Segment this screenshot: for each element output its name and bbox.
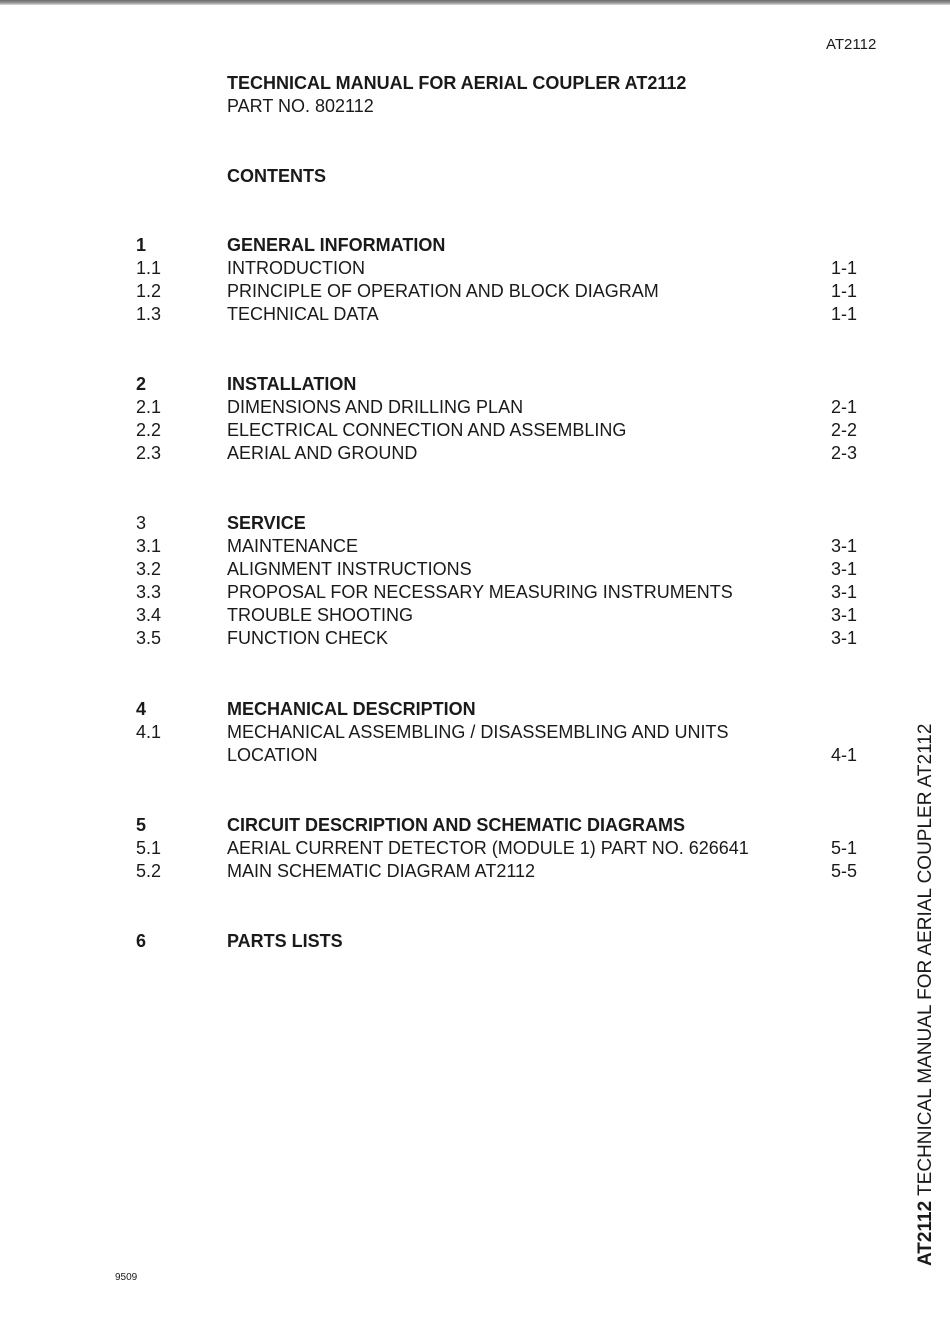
entry-number: 3.4	[136, 605, 162, 625]
entry-page: 3-1	[831, 582, 858, 602]
entry-title: INTRODUCTION	[227, 258, 365, 278]
entry-title: PRINCIPLE OF OPERATION AND BLOCK DIAGRAM	[227, 281, 659, 301]
toc-entry[interactable]	[0, 721, 950, 744]
part-number: PART NO. 802112	[227, 96, 374, 116]
entry-title: TROUBLE SHOOTING	[227, 605, 414, 625]
toc-entry[interactable]	[0, 396, 950, 419]
section-number: 2	[136, 374, 147, 394]
entry-number: 1.2	[136, 281, 162, 301]
toc-entry[interactable]	[0, 860, 950, 883]
toc-entry[interactable]	[0, 419, 950, 442]
section-title: INSTALLATION	[227, 374, 357, 394]
entry-page: 1-1	[831, 304, 858, 324]
entry-title: ALIGNMENT INSTRUCTIONS	[227, 559, 472, 579]
section-title: SERVICE	[227, 513, 306, 533]
entry-number: 3.2	[136, 559, 162, 579]
entry-page: 2-2	[831, 420, 858, 440]
entry-page: 5-5	[831, 861, 858, 881]
entry-number: 2.1	[136, 397, 162, 417]
contents-heading: CONTENTS	[227, 166, 326, 186]
toc-entry[interactable]	[0, 442, 950, 465]
section-title: GENERAL INFORMATION	[227, 235, 446, 255]
toc-section[interactable]	[0, 234, 950, 257]
spine-text: TECHNICAL MANUAL FOR AERIAL COUPLER AT2112	[915, 723, 936, 1196]
section-title: CIRCUIT DESCRIPTION AND SCHEMATIC DIAGRAMS	[227, 815, 685, 835]
section-number: 3	[136, 513, 147, 533]
toc-entry[interactable]	[0, 257, 950, 280]
section-number: 4	[136, 699, 147, 719]
toc-entry[interactable]	[0, 303, 950, 326]
entry-title: ELECTRICAL CONNECTION AND ASSEMBLING	[227, 420, 627, 440]
entry-page: 3-1	[831, 628, 858, 648]
section-number: 1	[136, 235, 147, 255]
footer-code: 9509	[115, 1272, 138, 1283]
section-title: PARTS LISTS	[227, 931, 343, 951]
toc-entry[interactable]	[0, 280, 950, 303]
entry-title: TECHNICAL DATA	[227, 304, 379, 324]
entry-title: FUNCTION CHECK	[227, 628, 388, 648]
entry-number: 2.2	[136, 420, 162, 440]
entry-number: 4.1	[136, 722, 162, 742]
top-rule	[0, 0, 950, 5]
entry-page: 3-1	[831, 559, 858, 579]
document-title: TECHNICAL MANUAL FOR AERIAL COUPLER AT2112	[227, 73, 687, 93]
entry-page: 5-1	[831, 838, 858, 858]
entry-title: MAIN SCHEMATIC DIAGRAM AT2112	[227, 861, 536, 881]
entry-title: LOCATION	[227, 745, 318, 765]
entry-page: 4-1	[831, 745, 858, 765]
toc-entry[interactable]	[0, 558, 950, 581]
entry-title: MECHANICAL ASSEMBLING / DISASSEMBLING AND UNITS	[227, 722, 729, 742]
entry-page: 1-1	[831, 258, 858, 278]
toc-entry[interactable]	[0, 604, 950, 627]
entry-title: PROPOSAL FOR NECESSARY MEASURING INSTRUMENTS	[227, 582, 733, 602]
entry-number: 1.1	[136, 258, 162, 278]
entry-number: 5.1	[136, 838, 162, 858]
toc-entry[interactable]	[0, 837, 950, 860]
entry-title: AERIAL AND GROUND	[227, 443, 418, 463]
entry-number: 1.3	[136, 304, 162, 324]
toc-entry[interactable]	[0, 627, 950, 650]
toc-section[interactable]	[0, 698, 950, 721]
toc-entry[interactable]	[0, 535, 950, 558]
entry-page: 2-3	[831, 443, 858, 463]
spine-code: AT2112	[915, 1200, 936, 1266]
section-number: 5	[136, 815, 147, 835]
entry-number: 3.3	[136, 582, 162, 602]
entry-title: MAINTENANCE	[227, 536, 359, 556]
toc-section[interactable]	[0, 512, 950, 535]
entry-page: 1-1	[831, 281, 858, 301]
toc-entry[interactable]	[0, 581, 950, 604]
entry-page: 3-1	[831, 536, 858, 556]
entry-title: AERIAL CURRENT DETECTOR (MODULE 1) PART NO. 626641	[227, 838, 749, 858]
toc-section[interactable]	[0, 373, 950, 396]
section-title: MECHANICAL DESCRIPTION	[227, 699, 476, 719]
entry-number: 3.1	[136, 536, 162, 556]
toc-entry-continuation[interactable]	[0, 744, 950, 767]
entry-title: DIMENSIONS AND DRILLING PLAN	[227, 397, 524, 417]
entry-number: 5.2	[136, 861, 162, 881]
section-number: 6	[136, 931, 147, 951]
entry-page: 2-1	[831, 397, 858, 417]
spine-label	[914, 724, 938, 1266]
toc-section[interactable]	[0, 814, 950, 837]
document-code: AT2112	[826, 36, 877, 53]
entry-page: 3-1	[831, 605, 858, 625]
entry-number: 3.5	[136, 628, 162, 648]
toc-section[interactable]	[0, 930, 950, 953]
entry-number: 2.3	[136, 443, 162, 463]
